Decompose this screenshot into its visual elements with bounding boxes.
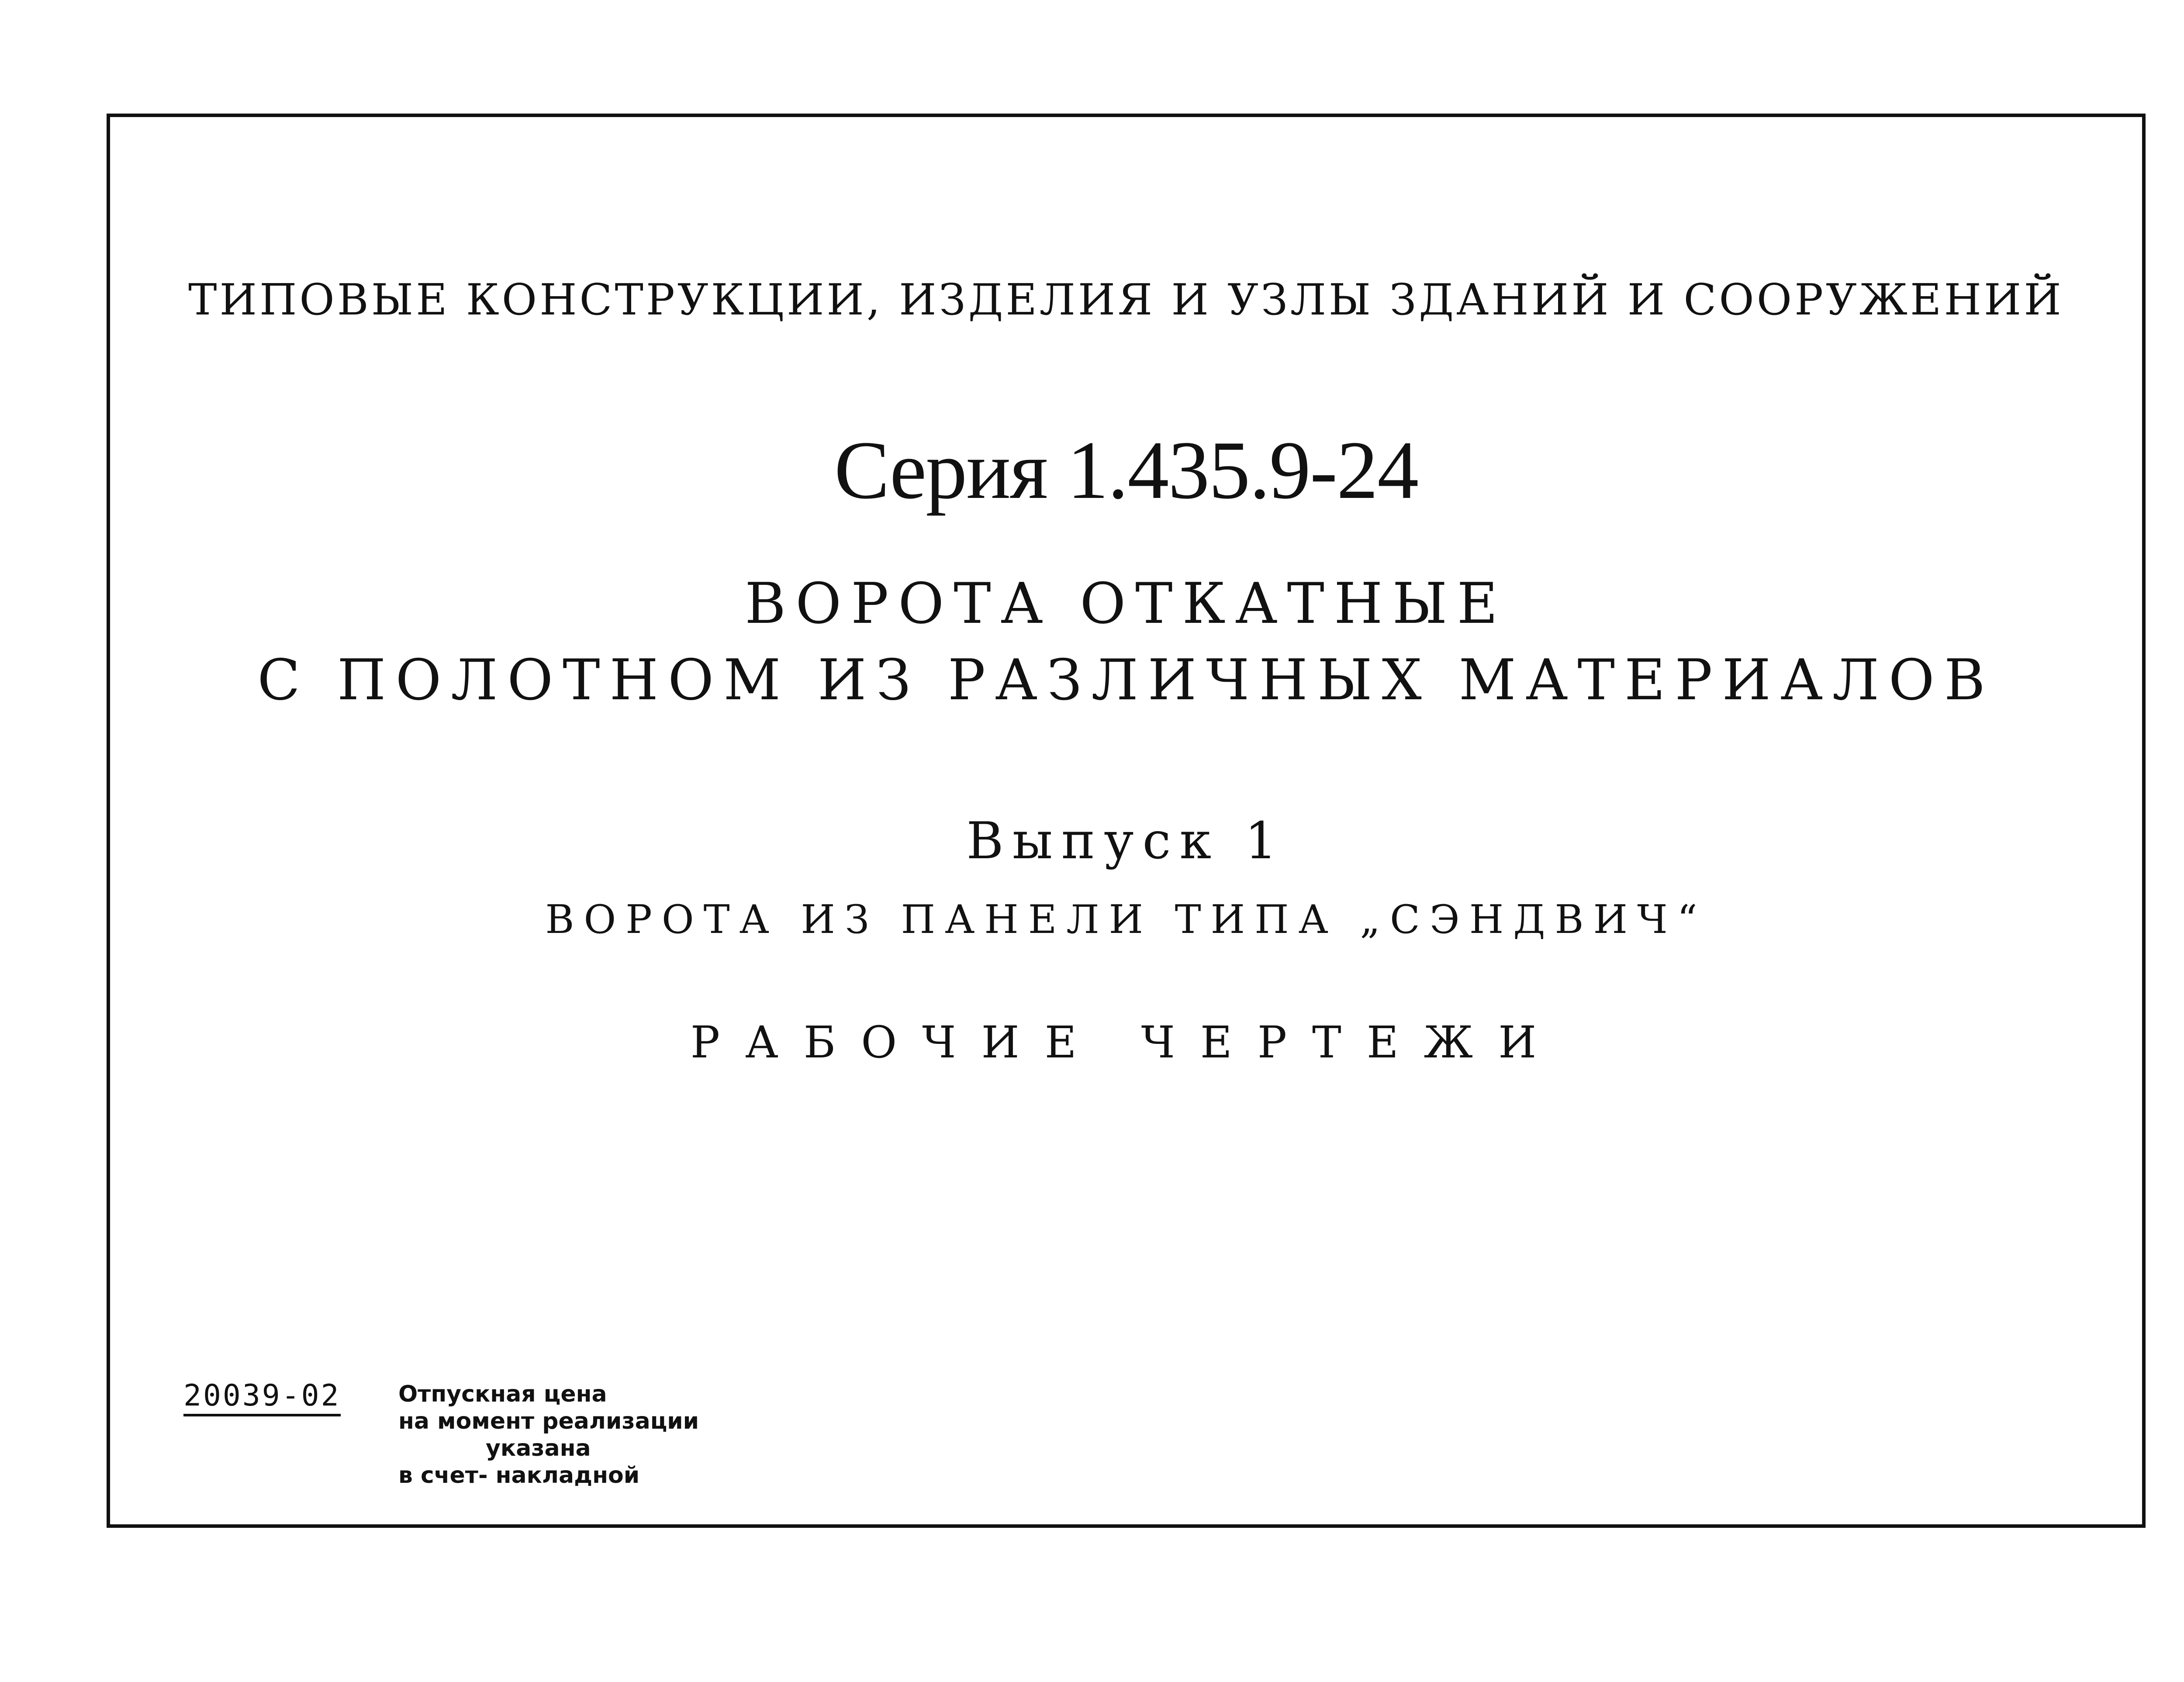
working-drawings-label: РАБОЧИЕ ЧЕРТЕЖИ	[690, 1017, 1562, 1068]
series-number: Серия 1.435.9-24	[834, 425, 1418, 516]
price-note-line-4: в счет- накладной	[398, 1462, 640, 1489]
title-line-2: С ПОЛОТНОМ ИЗ РАЗЛИЧНЫХ МАТЕРИАЛОВ	[257, 648, 1995, 713]
price-note-line-1: Отпускная цена	[398, 1381, 607, 1407]
issue-number: Выпуск 1	[966, 812, 1286, 870]
price-note-line-2: на момент реализации	[398, 1408, 699, 1434]
price-note-line-3: указана	[486, 1435, 591, 1461]
standard-heading: ТИПОВЫЕ КОНСТРУКЦИИ, ИЗДЕЛИЯ И УЗЛЫ ЗДАНИЙ И СООРУЖЕНИЙ	[188, 275, 2064, 325]
title-line-1: ВОРОТА ОТКАТНЫЕ	[745, 571, 1507, 636]
price-note	[398, 1381, 699, 1489]
issue-subtitle: ВОРОТА ИЗ ПАНЕЛИ ТИПА „СЭНДВИЧ“	[545, 897, 1707, 943]
title-sheet-frame	[107, 114, 2146, 1528]
document-code: 20039-02	[183, 1378, 341, 1416]
